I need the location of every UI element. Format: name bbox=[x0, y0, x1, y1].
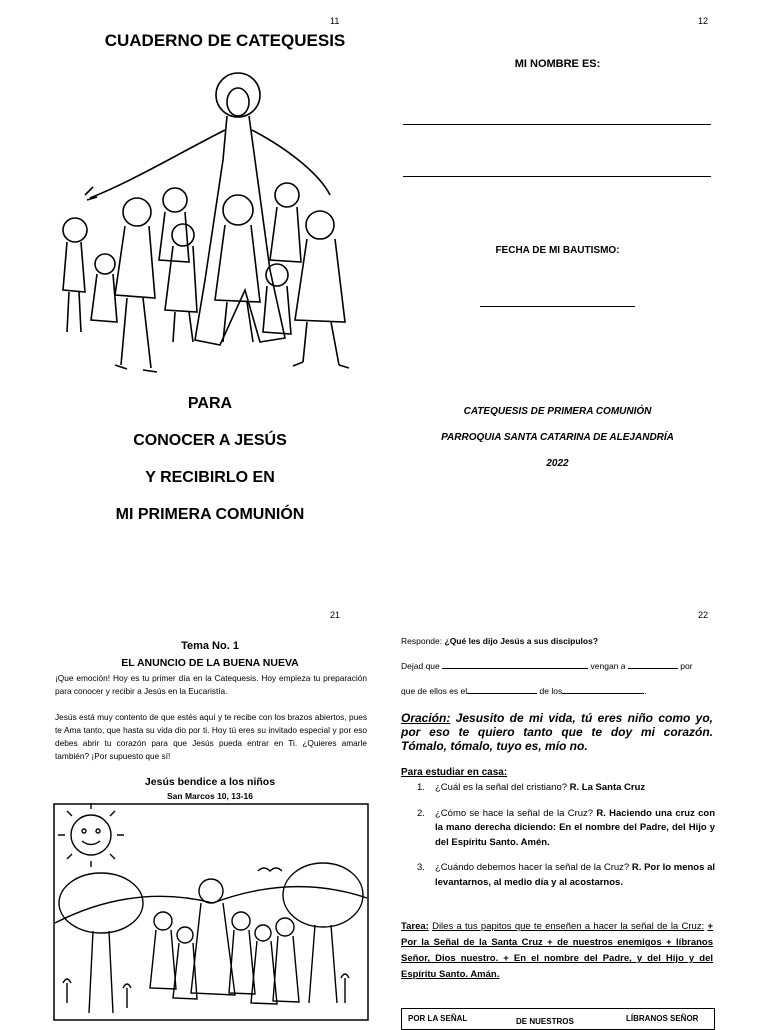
page-number-22: 22 bbox=[698, 610, 709, 620]
notebook-title: CUADERNO DE CATEQUESIS bbox=[104, 31, 346, 50]
cover-line-1: PARA bbox=[187, 395, 233, 412]
page-number-11: 11 bbox=[330, 16, 340, 26]
prayer-label: Oración: bbox=[401, 711, 451, 725]
blank-3[interactable] bbox=[467, 693, 537, 694]
respond-label: Responde: bbox=[401, 636, 443, 646]
answer-text: R. Por lo menos al levantarnos, al medio día y al acostarnos. bbox=[435, 862, 716, 888]
study-questions bbox=[417, 781, 715, 890]
cover-line-3: Y RECIBIRLO EN bbox=[145, 469, 275, 486]
fill1-text-c: por bbox=[680, 661, 693, 671]
topic-title: EL ANUNCIO DE LA BUENA NUEVA bbox=[121, 657, 299, 669]
question-item bbox=[417, 861, 715, 890]
respond-question: ¿Qué les dijo Jesús a sus discípulos? bbox=[444, 636, 599, 646]
question-text: ¿Cómo se hace la señal de la Cruz? bbox=[435, 807, 594, 819]
intro-paragraph: ¡Que emoción! Hoy es tu primer día en la Catequesis. Hoy empieza tu preparación para conocer y recibir a Jesús en la Eucaristía. bbox=[55, 673, 367, 696]
name-line-1 bbox=[403, 124, 711, 125]
respond-prompt bbox=[401, 636, 721, 646]
question-item bbox=[417, 807, 715, 851]
page-number-21: 21 bbox=[330, 610, 341, 620]
cover-line-4: MI PRIMERA COMUNIÓN bbox=[115, 506, 305, 523]
blank-4[interactable] bbox=[562, 693, 644, 694]
sign-of-cross-strip bbox=[401, 1008, 715, 1030]
cover-line-2: CONOCER A JESÚS bbox=[133, 432, 287, 449]
homework-intro: Diles a tus papitos que te enseñen a hacer la señal de la Cruz: bbox=[432, 921, 705, 932]
fill-in-line-2 bbox=[401, 686, 721, 696]
name-label: MI NOMBRE ES: bbox=[514, 58, 601, 70]
blank-1[interactable] bbox=[442, 668, 588, 669]
strip-text-1: POR LA SEÑAL bbox=[408, 1014, 468, 1023]
study-label: Para estudiar en casa: bbox=[401, 767, 508, 778]
name-line-2 bbox=[403, 176, 711, 177]
strip-text-2: DE NUESTROS bbox=[516, 1017, 574, 1026]
fill-in-line-1 bbox=[401, 661, 721, 671]
fill2-text-b: de los bbox=[539, 686, 563, 696]
jesus-children-illustration bbox=[55, 70, 375, 380]
question-text: ¿Cuál es la señal del cristiano? bbox=[435, 782, 568, 793]
scripture-reference: San Marcos 10, 13-16 bbox=[167, 791, 253, 801]
welcome-paragraph: Jesús está muy contento de que estés aquí y te recibe con los brazos abiertos, pues te Ama tanto, que hasta su vida dio por ti. Hoy tú eres su invitado especial y por eso debes abrir tu corazón para que Jesús pueda entrar en Ti. ¿Quieres amarle también? ¡Por supuesto que sí! bbox=[55, 712, 367, 761]
question-number: 1. bbox=[417, 782, 425, 793]
program-name: CATEQUESIS DE PRIMERA COMUNIÓN bbox=[463, 406, 652, 417]
prayer-text: Jesusito de mi vida, tú eres niño como yo, por eso te quiero tanto que te doy mi corazón. Tómalo, tómalo, tuyo es, mío no. bbox=[401, 711, 713, 753]
fill2-text-a: que de ellos es el bbox=[401, 686, 468, 696]
homework-label: Tarea: bbox=[401, 921, 429, 932]
question-text: ¿Cuándo debemos hacer la señal de la Cruz? bbox=[435, 862, 630, 873]
answer-text: R. Haciendo una cruz con la mano derecha diciendo: En el nombre del Padre, del Hijo y del Espíritu Santo. Amén. bbox=[435, 807, 716, 848]
strip-text-3: LÍBRANOS SEÑOR bbox=[626, 1014, 699, 1023]
page-number-12: 12 bbox=[698, 16, 709, 26]
baptism-date-line bbox=[480, 306, 635, 307]
prayer bbox=[401, 711, 713, 753]
parish-name: PARROQUIA SANTA CATARINA DE ALEJANDRÍA bbox=[441, 432, 674, 443]
question-number: 2. bbox=[417, 807, 425, 819]
question-item bbox=[417, 781, 715, 796]
fill2-text-c: . bbox=[644, 686, 647, 696]
homework bbox=[401, 919, 713, 983]
illustration-title: Jesús bendice a los niños bbox=[144, 776, 276, 788]
baptism-label: FECHA DE MI BAUTISMO: bbox=[495, 245, 620, 256]
year: 2022 bbox=[546, 458, 569, 469]
question-number: 3. bbox=[417, 862, 425, 873]
topic-number: Tema No. 1 bbox=[181, 640, 239, 652]
fill1-text-b: vengan a bbox=[590, 661, 626, 671]
fill1-text-a: Dejad que bbox=[401, 661, 440, 671]
answer-text: R. La Santa Cruz bbox=[569, 782, 646, 793]
blank-2[interactable] bbox=[628, 668, 678, 669]
homework-body: + Por la Señal de la Santa Cruz + de nuestros enemigos + líbranos Señor, Dios nuestro. + En el nombre del Padre, y del Hijo y del Espíritu Santo. Amán. bbox=[401, 921, 714, 980]
coloring-illustration bbox=[53, 803, 369, 1021]
